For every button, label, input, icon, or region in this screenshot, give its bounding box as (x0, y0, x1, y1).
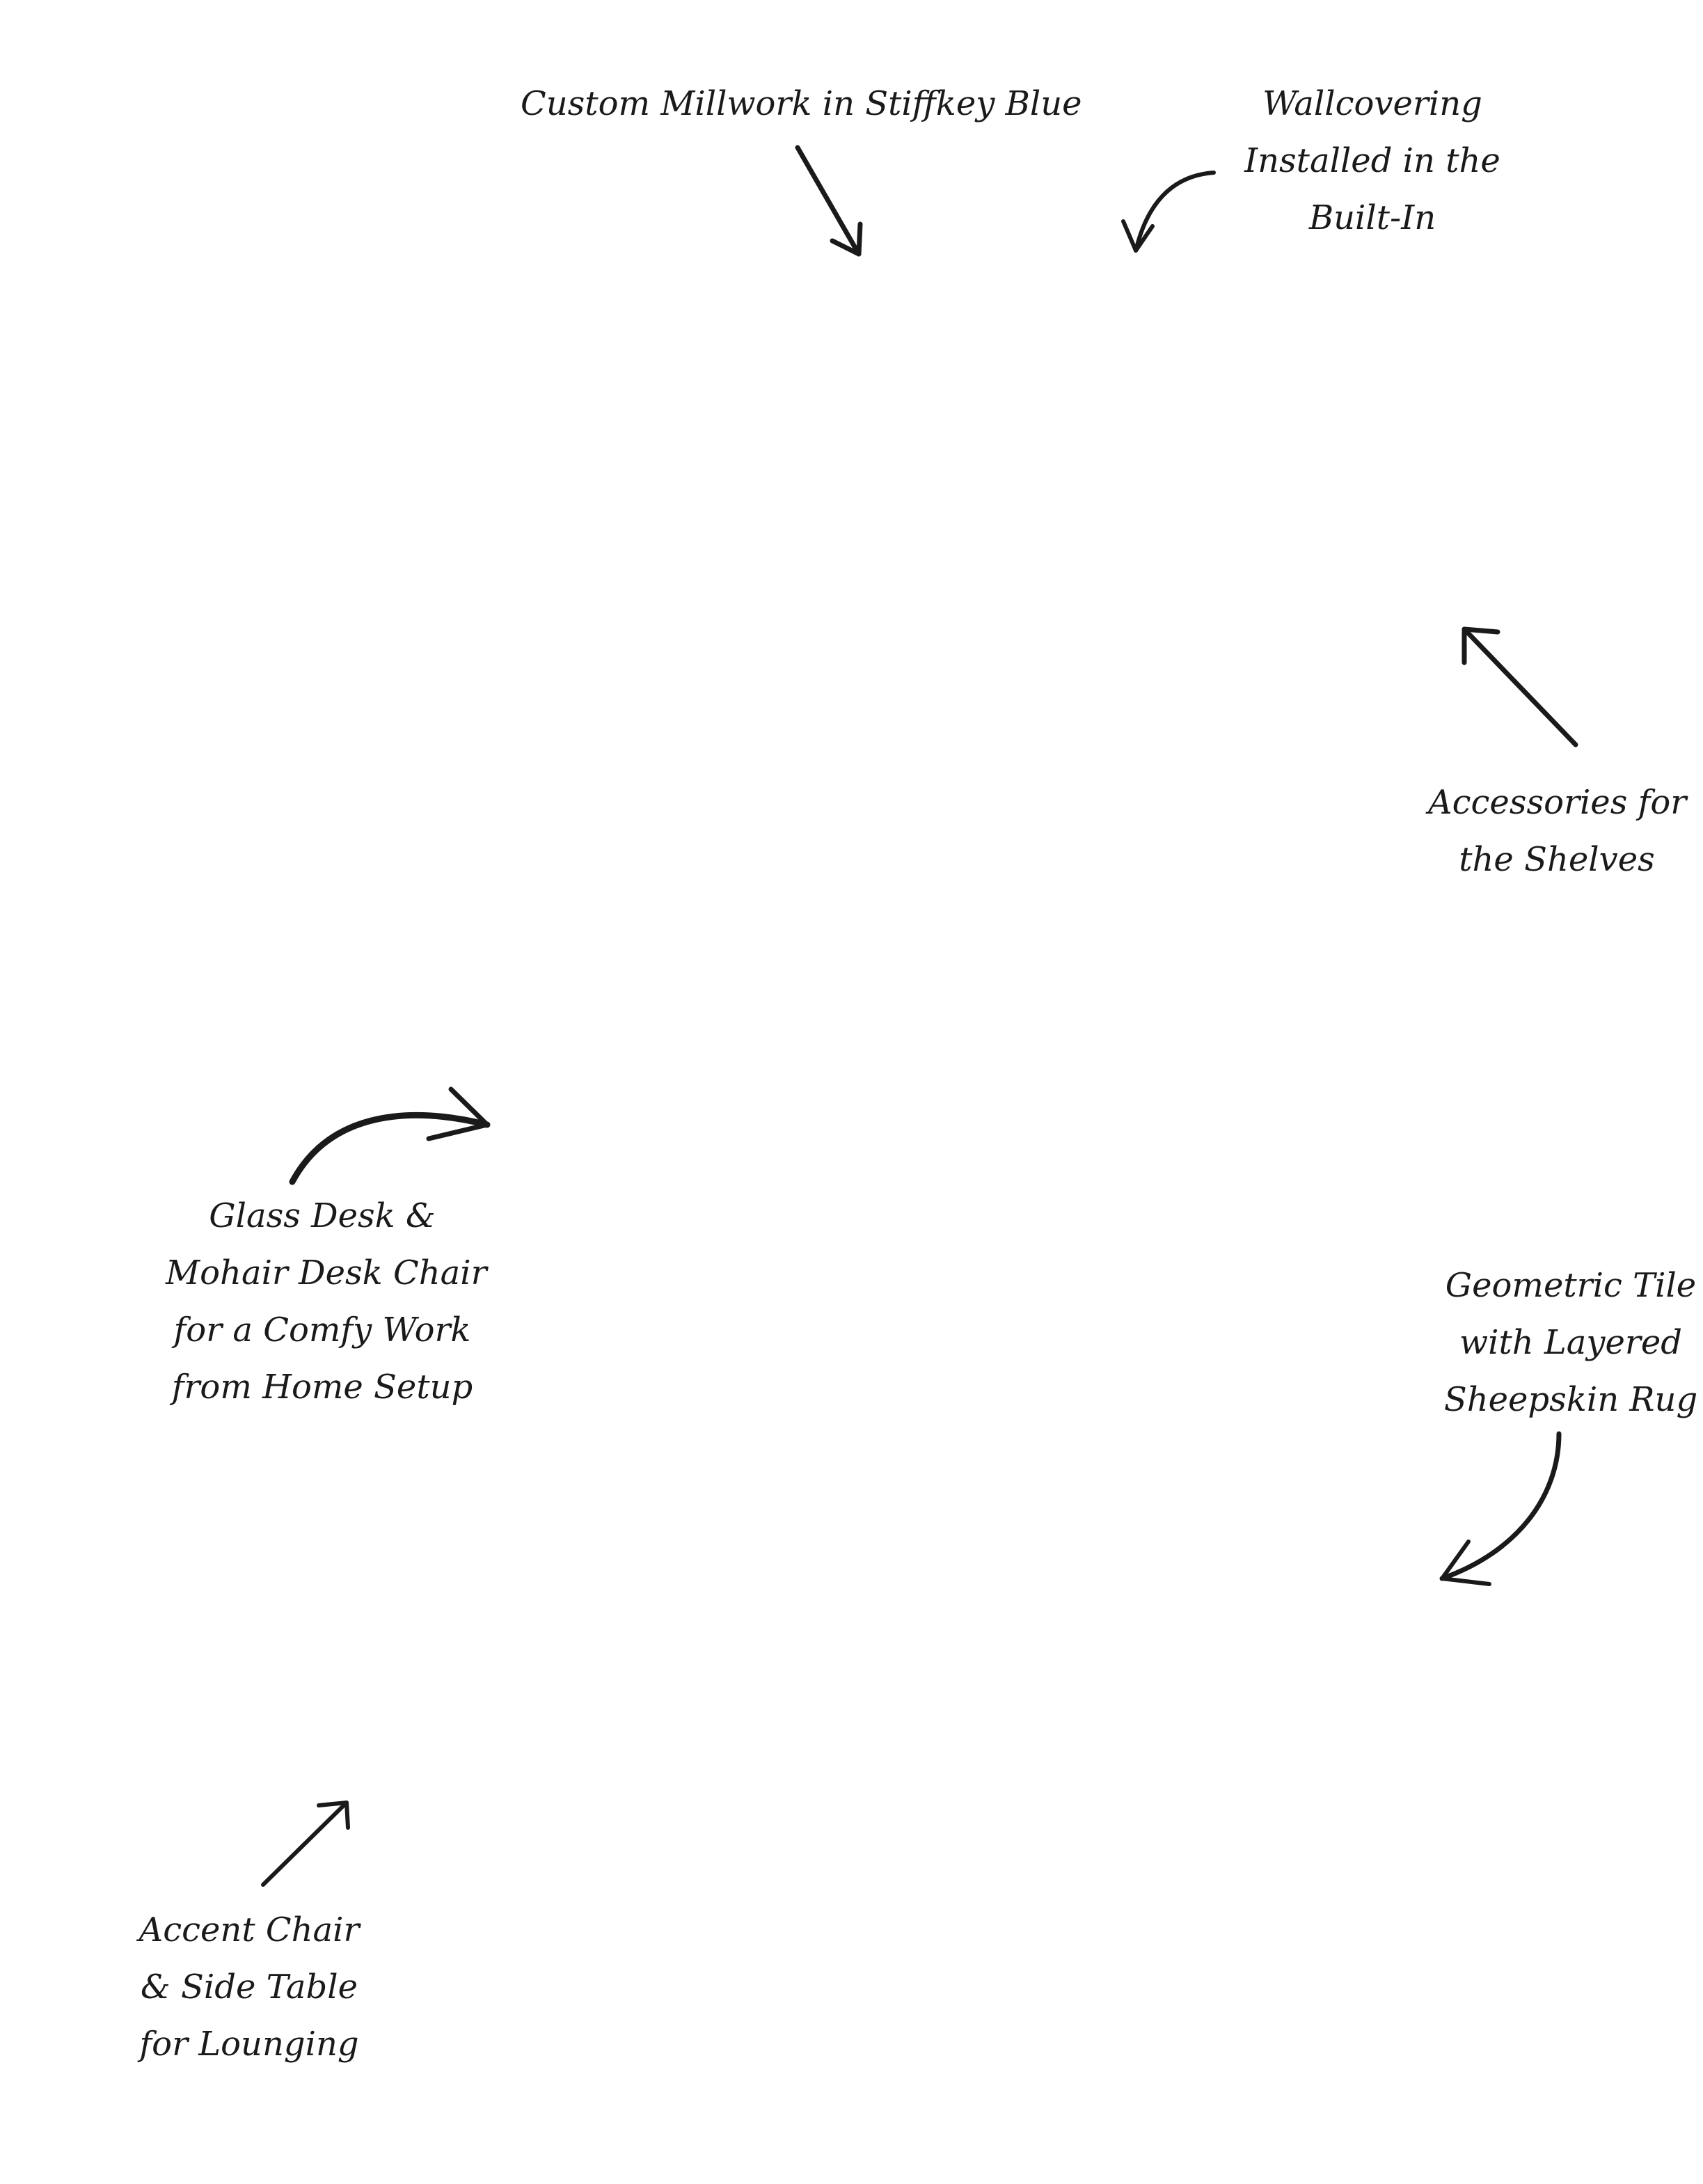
annotation-line: Built-In (1308, 198, 1436, 237)
annotation-line: Accessories for (1428, 783, 1687, 822)
annotation-line: & Side Table (141, 1968, 358, 2007)
annotation-wallcovering (1233, 75, 1512, 246)
annotation-line: Accent Chair (138, 1910, 360, 1949)
annotation-accent (138, 1901, 361, 2073)
annotation-line: with Layered (1459, 1323, 1682, 1362)
millwork-arrow-icon (798, 148, 860, 254)
annotation-line: Custom Millwork in Stiffkey Blue (521, 84, 1082, 123)
accent-arrow-icon (263, 1803, 348, 1885)
annotation-line: Wallcovering (1262, 84, 1482, 123)
tile-arrow-icon (1442, 1434, 1559, 1584)
annotation-line: Sheepskin Rug (1443, 1380, 1698, 1419)
annotation-line: for a Comfy Work (173, 1311, 471, 1350)
annotation-line: Glass Desk & (209, 1196, 436, 1235)
annotation-accessories (1428, 774, 1686, 888)
accessories-arrow-icon (1464, 629, 1576, 745)
desk-arrow-icon (292, 1089, 487, 1182)
annotation-line: from Home Setup (171, 1368, 473, 1407)
annotation-line: Installed in the (1244, 141, 1500, 180)
annotation-line: the Shelves (1459, 840, 1655, 879)
annotation-line: for Lounging (139, 2025, 359, 2064)
wallcovering-arrow-icon (1123, 173, 1214, 251)
annotation-tile (1442, 1257, 1700, 1428)
annotation-line: Geometric Tile (1445, 1266, 1697, 1305)
annotation-desk (166, 1187, 487, 1416)
annotation-millwork (521, 75, 1082, 132)
annotation-line: Mohair Desk Chair (166, 1253, 487, 1292)
